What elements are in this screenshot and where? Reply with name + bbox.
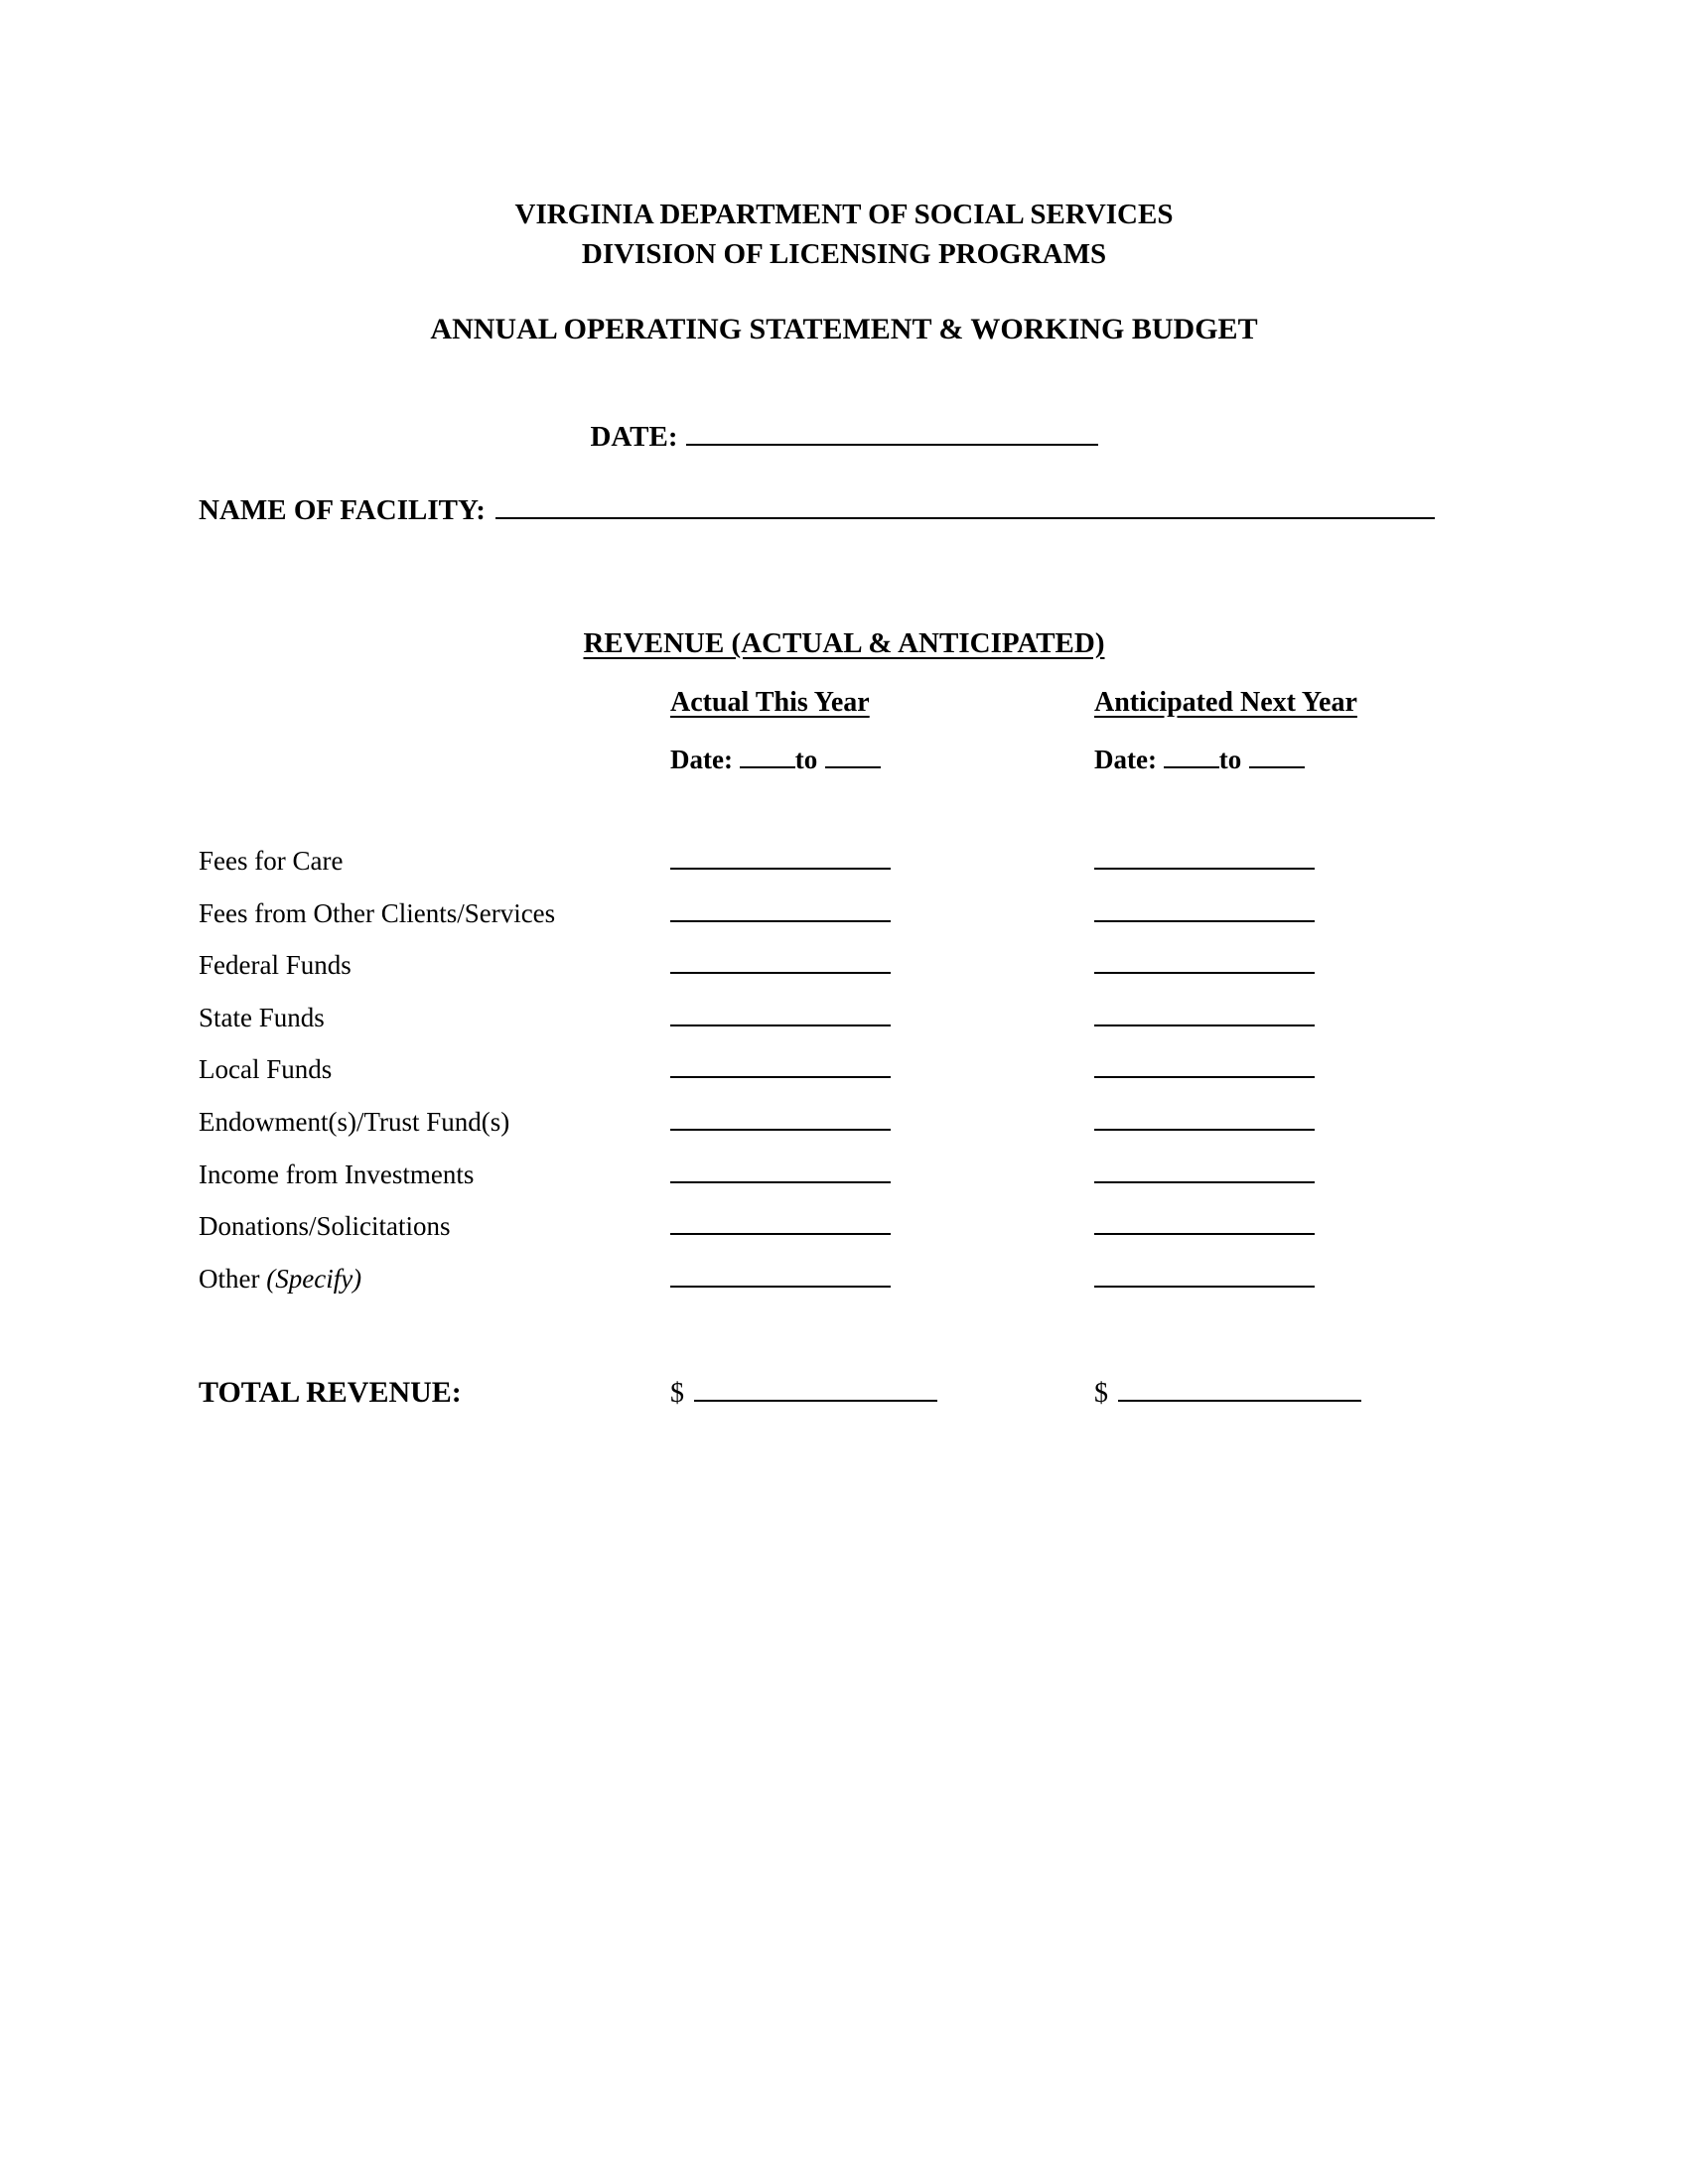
row-label: Fees from Other Clients/Services	[199, 897, 556, 928]
fill-line	[670, 1024, 891, 1026]
date-row	[0, 421, 1688, 454]
anticipated-cell	[1094, 1003, 1518, 1033]
row-label: Endowment(s)/Trust Fund(s)	[199, 1106, 510, 1137]
table-row	[199, 1160, 1518, 1212]
row-label: Donations/Solicitations	[199, 1211, 451, 1242]
date-fill-line	[686, 444, 1098, 446]
to-label: to	[1218, 745, 1242, 774]
fill-line	[670, 868, 891, 870]
actual-cell	[670, 1107, 1094, 1138]
anticipated-cell	[1094, 846, 1518, 877]
table-row	[199, 1003, 1518, 1055]
row-label: Local Funds	[199, 1054, 333, 1085]
revenue-rows	[199, 846, 1518, 1315]
date-to-line	[1249, 766, 1305, 768]
anticipated-date-range	[1094, 745, 1305, 775]
revenue-section-title: REVENUE (ACTUAL & ANTICIPATED)	[583, 627, 1105, 659]
fill-line	[670, 972, 891, 974]
row-label: Other (Specify)	[199, 1263, 362, 1294]
currency-symbol: $	[1094, 1378, 1108, 1409]
date-from-line	[1164, 766, 1219, 768]
date-from-line	[740, 766, 795, 768]
fill-line	[1094, 1129, 1315, 1131]
fill-line	[670, 920, 891, 922]
total-revenue-row	[199, 1376, 1518, 1410]
fill-line	[1094, 920, 1315, 922]
actual-cell	[670, 898, 1094, 929]
table-row	[199, 1264, 1518, 1316]
fill-line	[670, 1076, 891, 1078]
actual-cell	[670, 1264, 1094, 1295]
anticipated-cell	[1094, 1211, 1518, 1242]
fill-line	[1094, 1076, 1315, 1078]
row-label: State Funds	[199, 1002, 325, 1032]
actual-cell	[670, 1160, 1094, 1190]
fill-line	[670, 1233, 891, 1235]
anticipated-cell	[1094, 1160, 1518, 1190]
table-row	[199, 1211, 1518, 1264]
document-header	[0, 195, 1688, 349]
table-row	[199, 1107, 1518, 1160]
row-label: Income from Investments	[199, 1159, 475, 1189]
fill-line	[1118, 1400, 1361, 1402]
total-anticipated-cell	[1094, 1378, 1518, 1410]
date-to-line	[825, 766, 881, 768]
actual-cell	[670, 1003, 1094, 1033]
fill-line	[1094, 1233, 1315, 1235]
total-revenue-label: TOTAL REVENUE:	[199, 1376, 462, 1409]
date-label: DATE:	[590, 421, 678, 453]
anticipated-next-year-header: Anticipated Next Year	[1094, 687, 1357, 718]
actual-cell	[670, 1211, 1094, 1242]
date-label: Date:	[1094, 745, 1157, 774]
fill-line	[1094, 868, 1315, 870]
date-subrow	[0, 745, 1688, 784]
division-name: DIVISION OF LICENSING PROGRAMS	[581, 238, 1107, 270]
row-label: Federal Funds	[199, 950, 352, 981]
anticipated-cell	[1094, 898, 1518, 929]
fill-line	[1094, 1024, 1315, 1026]
fill-line	[670, 1286, 891, 1288]
table-row	[199, 846, 1518, 898]
actual-cell	[670, 846, 1094, 877]
actual-cell	[670, 950, 1094, 981]
facility-label: NAME OF FACILITY:	[199, 494, 486, 526]
department-name: VIRGINIA DEPARTMENT OF SOCIAL SERVICES	[514, 199, 1174, 230]
table-row	[199, 1054, 1518, 1107]
fill-line	[1094, 1286, 1315, 1288]
table-row	[199, 950, 1518, 1003]
fill-line	[670, 1181, 891, 1183]
to-label: to	[794, 745, 818, 774]
fill-line	[1094, 972, 1315, 974]
date-label: Date:	[670, 745, 733, 774]
row-label: Fees for Care	[199, 846, 344, 876]
total-actual-cell	[670, 1378, 1094, 1410]
facility-row	[199, 494, 1435, 527]
row-label-note: (Specify)	[266, 1263, 362, 1294]
anticipated-cell	[1094, 1264, 1518, 1295]
anticipated-cell	[1094, 1107, 1518, 1138]
anticipated-cell	[1094, 950, 1518, 981]
document-title: ANNUAL OPERATING STATEMENT & WORKING BUDGET	[430, 313, 1258, 345]
actual-date-range	[670, 745, 881, 775]
fill-line	[1094, 1181, 1315, 1183]
column-headers	[0, 687, 1688, 727]
anticipated-cell	[1094, 1054, 1518, 1085]
fill-line	[694, 1400, 937, 1402]
table-row	[199, 898, 1518, 951]
fill-line	[670, 1129, 891, 1131]
facility-fill-line	[495, 517, 1435, 519]
actual-cell	[670, 1054, 1094, 1085]
currency-symbol: $	[670, 1378, 684, 1409]
actual-this-year-header: Actual This Year	[670, 687, 870, 718]
